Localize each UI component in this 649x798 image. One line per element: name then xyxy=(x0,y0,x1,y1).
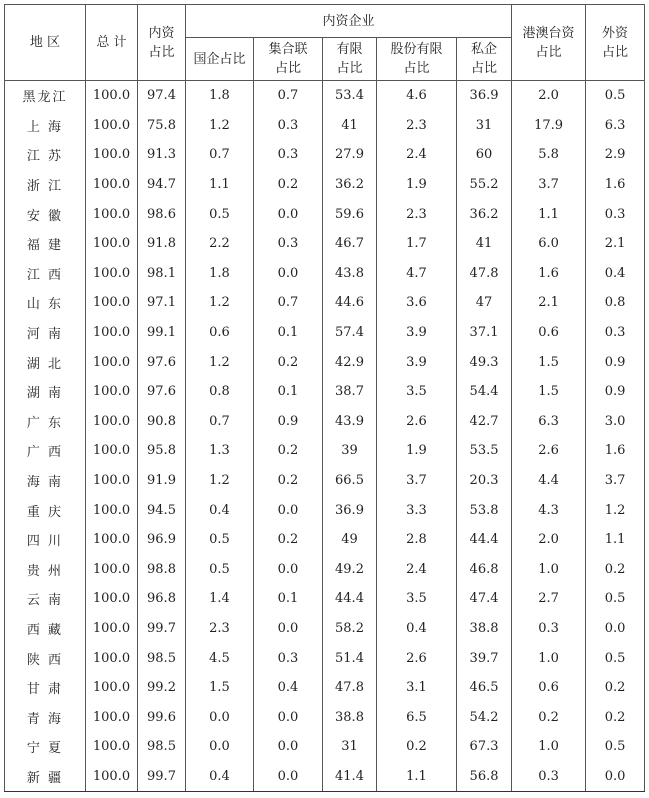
cell-region: 广 东 xyxy=(5,407,86,437)
cell-private-share: 31 xyxy=(457,111,512,141)
cell-limited-share: 44.6 xyxy=(323,288,377,318)
cell-total: 100.0 xyxy=(86,702,138,732)
cell-total: 100.0 xyxy=(86,318,138,348)
header-joint-stock-share: 股份有限 占比 xyxy=(377,38,457,81)
cell-limited-share: 46.7 xyxy=(323,229,377,259)
cell-domestic-share: 96.8 xyxy=(138,584,186,614)
cell-collective-share: 0.9 xyxy=(254,407,323,437)
cell-limited-share: 41 xyxy=(323,111,377,141)
cell-foreign-share: 0.5 xyxy=(586,643,645,673)
cell-limited-share: 47.8 xyxy=(323,673,377,703)
cell-limited-share: 53.4 xyxy=(323,81,377,111)
cell-private-share: 36.9 xyxy=(457,81,512,111)
cell-private-share: 39.7 xyxy=(457,643,512,673)
cell-private-share: 47.4 xyxy=(457,584,512,614)
cell-collective-share: 0.3 xyxy=(254,229,323,259)
cell-hmt-share: 1.0 xyxy=(512,643,586,673)
cell-total: 100.0 xyxy=(86,347,138,377)
cell-collective-share: 0.1 xyxy=(254,584,323,614)
cell-soe-share: 0.5 xyxy=(186,525,254,555)
cell-limited-share: 39 xyxy=(323,436,377,466)
cell-domestic-share: 94.7 xyxy=(138,170,186,200)
cell-joint-stock-share: 3.1 xyxy=(377,673,457,703)
cell-total: 100.0 xyxy=(86,259,138,289)
cell-total: 100.0 xyxy=(86,525,138,555)
cell-private-share: 47.8 xyxy=(457,259,512,289)
cell-hmt-share: 1.5 xyxy=(512,377,586,407)
cell-domestic-share: 97.1 xyxy=(138,288,186,318)
cell-region: 青 海 xyxy=(5,702,86,732)
cell-limited-share: 31 xyxy=(323,732,377,762)
cell-foreign-share: 0.3 xyxy=(586,199,645,229)
cell-domestic-share: 96.9 xyxy=(138,525,186,555)
table-row xyxy=(5,436,645,466)
cell-foreign-share: 6.3 xyxy=(586,111,645,141)
cell-private-share: 20.3 xyxy=(457,466,512,496)
cell-soe-share: 1.2 xyxy=(186,466,254,496)
table-row xyxy=(5,229,645,259)
cell-joint-stock-share: 1.9 xyxy=(377,436,457,466)
cell-limited-share: 49 xyxy=(323,525,377,555)
cell-region: 湖 南 xyxy=(5,377,86,407)
cell-foreign-share: 0.0 xyxy=(586,762,645,792)
cell-soe-share: 1.4 xyxy=(186,584,254,614)
cell-domestic-share: 99.6 xyxy=(138,702,186,732)
cell-limited-share: 38.8 xyxy=(323,702,377,732)
cell-collective-share: 0.1 xyxy=(254,377,323,407)
table-row xyxy=(5,495,645,525)
cell-total: 100.0 xyxy=(86,762,138,792)
cell-hmt-share: 6.0 xyxy=(512,229,586,259)
cell-private-share: 46.5 xyxy=(457,673,512,703)
header-hmt-share: 港澳台资 占比 xyxy=(512,5,586,81)
cell-domestic-share: 91.3 xyxy=(138,140,186,170)
table-row xyxy=(5,288,645,318)
cell-soe-share: 2.3 xyxy=(186,614,254,644)
cell-hmt-share: 4.3 xyxy=(512,495,586,525)
cell-collective-share: 0.7 xyxy=(254,288,323,318)
cell-collective-share: 0.2 xyxy=(254,347,323,377)
cell-collective-share: 0.2 xyxy=(254,436,323,466)
cell-domestic-share: 94.5 xyxy=(138,495,186,525)
cell-collective-share: 0.2 xyxy=(254,466,323,496)
cell-soe-share: 0.7 xyxy=(186,407,254,437)
table-row xyxy=(5,673,645,703)
header-total: 总 计 xyxy=(86,5,138,81)
cell-limited-share: 38.7 xyxy=(323,377,377,407)
cell-hmt-share: 4.4 xyxy=(512,466,586,496)
cell-hmt-share: 2.6 xyxy=(512,436,586,466)
cell-joint-stock-share: 3.6 xyxy=(377,288,457,318)
cell-region: 福 建 xyxy=(5,229,86,259)
table-header xyxy=(5,5,645,81)
cell-total: 100.0 xyxy=(86,555,138,585)
cell-joint-stock-share: 3.7 xyxy=(377,466,457,496)
cell-private-share: 47 xyxy=(457,288,512,318)
cell-limited-share: 42.9 xyxy=(323,347,377,377)
cell-hmt-share: 17.9 xyxy=(512,111,586,141)
cell-collective-share: 0.0 xyxy=(254,614,323,644)
cell-limited-share: 43.9 xyxy=(323,407,377,437)
cell-joint-stock-share: 2.4 xyxy=(377,140,457,170)
cell-region: 广 西 xyxy=(5,436,86,466)
cell-region: 湖 北 xyxy=(5,347,86,377)
cell-foreign-share: 0.5 xyxy=(586,732,645,762)
cell-region: 浙 江 xyxy=(5,170,86,200)
cell-limited-share: 49.2 xyxy=(323,555,377,585)
cell-total: 100.0 xyxy=(86,407,138,437)
cell-foreign-share: 1.2 xyxy=(586,495,645,525)
cell-private-share: 55.2 xyxy=(457,170,512,200)
cell-hmt-share: 0.3 xyxy=(512,762,586,792)
table-row xyxy=(5,762,645,792)
cell-joint-stock-share: 2.6 xyxy=(377,407,457,437)
cell-hmt-share: 2.0 xyxy=(512,525,586,555)
cell-collective-share: 0.2 xyxy=(254,170,323,200)
cell-foreign-share: 0.5 xyxy=(586,584,645,614)
cell-joint-stock-share: 4.6 xyxy=(377,81,457,111)
data-table xyxy=(4,4,645,792)
cell-domestic-share: 97.6 xyxy=(138,347,186,377)
cell-hmt-share: 1.5 xyxy=(512,347,586,377)
cell-hmt-share: 1.0 xyxy=(512,555,586,585)
cell-total: 100.0 xyxy=(86,584,138,614)
cell-soe-share: 0.7 xyxy=(186,140,254,170)
table-row xyxy=(5,111,645,141)
cell-domestic-share: 91.9 xyxy=(138,466,186,496)
cell-hmt-share: 0.6 xyxy=(512,318,586,348)
cell-domestic-share: 98.8 xyxy=(138,555,186,585)
cell-foreign-share: 0.4 xyxy=(586,259,645,289)
cell-joint-stock-share: 3.9 xyxy=(377,318,457,348)
cell-joint-stock-share: 3.9 xyxy=(377,347,457,377)
cell-region: 陕 西 xyxy=(5,643,86,673)
cell-foreign-share: 1.1 xyxy=(586,525,645,555)
cell-foreign-share: 0.2 xyxy=(586,673,645,703)
cell-soe-share: 0.0 xyxy=(186,732,254,762)
cell-region: 重 庆 xyxy=(5,495,86,525)
cell-total: 100.0 xyxy=(86,495,138,525)
header-limited-share: 有限 占比 xyxy=(323,38,377,81)
cell-collective-share: 0.0 xyxy=(254,762,323,792)
cell-region: 上 海 xyxy=(5,111,86,141)
cell-hmt-share: 0.2 xyxy=(512,702,586,732)
cell-foreign-share: 0.0 xyxy=(586,614,645,644)
cell-region: 江 西 xyxy=(5,259,86,289)
cell-domestic-share: 98.5 xyxy=(138,643,186,673)
table-row xyxy=(5,555,645,585)
header-domestic-share: 内资 占比 xyxy=(138,5,186,81)
cell-foreign-share: 1.6 xyxy=(586,170,645,200)
cell-region: 新 疆 xyxy=(5,762,86,792)
cell-joint-stock-share: 6.5 xyxy=(377,702,457,732)
cell-soe-share: 0.4 xyxy=(186,762,254,792)
cell-domestic-share: 97.4 xyxy=(138,81,186,111)
cell-hmt-share: 0.6 xyxy=(512,673,586,703)
cell-collective-share: 0.3 xyxy=(254,643,323,673)
cell-domestic-share: 95.8 xyxy=(138,436,186,466)
cell-joint-stock-share: 3.3 xyxy=(377,495,457,525)
cell-private-share: 44.4 xyxy=(457,525,512,555)
cell-private-share: 54.4 xyxy=(457,377,512,407)
cell-foreign-share: 2.9 xyxy=(586,140,645,170)
table-row xyxy=(5,170,645,200)
cell-collective-share: 0.3 xyxy=(254,140,323,170)
cell-domestic-share: 98.5 xyxy=(138,732,186,762)
cell-collective-share: 0.0 xyxy=(254,199,323,229)
cell-foreign-share: 0.9 xyxy=(586,377,645,407)
cell-foreign-share: 0.3 xyxy=(586,318,645,348)
header-foreign-share: 外资 占比 xyxy=(586,5,645,81)
cell-domestic-share: 98.1 xyxy=(138,259,186,289)
header-collective-share: 集合联 占比 xyxy=(254,38,323,81)
header-region: 地 区 xyxy=(5,5,86,81)
cell-region: 海 南 xyxy=(5,466,86,496)
cell-private-share: 36.2 xyxy=(457,199,512,229)
cell-private-share: 60 xyxy=(457,140,512,170)
cell-total: 100.0 xyxy=(86,199,138,229)
cell-limited-share: 58.2 xyxy=(323,614,377,644)
cell-collective-share: 0.4 xyxy=(254,673,323,703)
cell-region: 云 南 xyxy=(5,584,86,614)
cell-limited-share: 27.9 xyxy=(323,140,377,170)
cell-limited-share: 57.4 xyxy=(323,318,377,348)
cell-limited-share: 66.5 xyxy=(323,466,377,496)
cell-collective-share: 0.0 xyxy=(254,495,323,525)
cell-collective-share: 0.0 xyxy=(254,555,323,585)
cell-limited-share: 41.4 xyxy=(323,762,377,792)
cell-soe-share: 0.5 xyxy=(186,555,254,585)
header-private-share: 私企 占比 xyxy=(457,38,512,81)
cell-domestic-share: 99.2 xyxy=(138,673,186,703)
cell-joint-stock-share: 2.6 xyxy=(377,643,457,673)
cell-foreign-share: 0.2 xyxy=(586,702,645,732)
header-domestic-group: 内资企业 xyxy=(186,5,512,38)
cell-joint-stock-share: 1.1 xyxy=(377,762,457,792)
table-row xyxy=(5,259,645,289)
cell-soe-share: 0.4 xyxy=(186,495,254,525)
cell-region: 宁 夏 xyxy=(5,732,86,762)
cell-total: 100.0 xyxy=(86,643,138,673)
cell-hmt-share: 1.6 xyxy=(512,259,586,289)
cell-collective-share: 0.0 xyxy=(254,732,323,762)
cell-region: 西 藏 xyxy=(5,614,86,644)
table-row xyxy=(5,732,645,762)
cell-foreign-share: 2.1 xyxy=(586,229,645,259)
cell-collective-share: 0.1 xyxy=(254,318,323,348)
cell-joint-stock-share: 4.7 xyxy=(377,259,457,289)
table-row xyxy=(5,347,645,377)
cell-soe-share: 1.2 xyxy=(186,347,254,377)
cell-domestic-share: 97.6 xyxy=(138,377,186,407)
cell-joint-stock-share: 2.3 xyxy=(377,111,457,141)
cell-private-share: 42.7 xyxy=(457,407,512,437)
cell-joint-stock-share: 2.3 xyxy=(377,199,457,229)
cell-joint-stock-share: 2.8 xyxy=(377,525,457,555)
cell-private-share: 37.1 xyxy=(457,318,512,348)
cell-region: 四 川 xyxy=(5,525,86,555)
cell-private-share: 67.3 xyxy=(457,732,512,762)
table-row xyxy=(5,199,645,229)
cell-soe-share: 2.2 xyxy=(186,229,254,259)
table-row xyxy=(5,140,645,170)
cell-soe-share: 1.8 xyxy=(186,259,254,289)
cell-region: 黑龙江 xyxy=(5,81,86,111)
cell-hmt-share: 6.3 xyxy=(512,407,586,437)
cell-soe-share: 0.8 xyxy=(186,377,254,407)
cell-private-share: 54.2 xyxy=(457,702,512,732)
cell-region: 甘 肃 xyxy=(5,673,86,703)
cell-limited-share: 43.8 xyxy=(323,259,377,289)
cell-domestic-share: 90.8 xyxy=(138,407,186,437)
cell-joint-stock-share: 3.5 xyxy=(377,584,457,614)
cell-foreign-share: 0.5 xyxy=(586,81,645,111)
cell-domestic-share: 99.1 xyxy=(138,318,186,348)
table-row xyxy=(5,643,645,673)
cell-collective-share: 0.0 xyxy=(254,259,323,289)
cell-soe-share: 0.0 xyxy=(186,702,254,732)
cell-private-share: 46.8 xyxy=(457,555,512,585)
cell-collective-share: 0.0 xyxy=(254,702,323,732)
cell-soe-share: 1.2 xyxy=(186,288,254,318)
cell-region: 河 南 xyxy=(5,318,86,348)
cell-private-share: 56.8 xyxy=(457,762,512,792)
cell-soe-share: 4.5 xyxy=(186,643,254,673)
cell-total: 100.0 xyxy=(86,170,138,200)
cell-soe-share: 1.8 xyxy=(186,81,254,111)
cell-foreign-share: 0.8 xyxy=(586,288,645,318)
cell-region: 安 徽 xyxy=(5,199,86,229)
table-row xyxy=(5,81,645,111)
table-row xyxy=(5,318,645,348)
cell-total: 100.0 xyxy=(86,732,138,762)
cell-private-share: 53.5 xyxy=(457,436,512,466)
cell-total: 100.0 xyxy=(86,140,138,170)
cell-domestic-share: 99.7 xyxy=(138,614,186,644)
cell-soe-share: 1.5 xyxy=(186,673,254,703)
cell-limited-share: 36.9 xyxy=(323,495,377,525)
cell-hmt-share: 5.8 xyxy=(512,140,586,170)
cell-private-share: 38.8 xyxy=(457,614,512,644)
cell-collective-share: 0.3 xyxy=(254,111,323,141)
cell-private-share: 49.3 xyxy=(457,347,512,377)
cell-soe-share: 0.5 xyxy=(186,199,254,229)
table-row xyxy=(5,525,645,555)
cell-total: 100.0 xyxy=(86,377,138,407)
cell-total: 100.0 xyxy=(86,466,138,496)
table-row xyxy=(5,377,645,407)
cell-foreign-share: 3.0 xyxy=(586,407,645,437)
cell-joint-stock-share: 0.2 xyxy=(377,732,457,762)
cell-private-share: 41 xyxy=(457,229,512,259)
cell-limited-share: 59.6 xyxy=(323,199,377,229)
cell-hmt-share: 2.7 xyxy=(512,584,586,614)
table-body xyxy=(5,81,645,792)
cell-total: 100.0 xyxy=(86,614,138,644)
cell-soe-share: 1.2 xyxy=(186,111,254,141)
cell-total: 100.0 xyxy=(86,436,138,466)
cell-joint-stock-share: 3.5 xyxy=(377,377,457,407)
cell-soe-share: 1.3 xyxy=(186,436,254,466)
cell-hmt-share: 3.7 xyxy=(512,170,586,200)
table-row xyxy=(5,407,645,437)
cell-limited-share: 36.2 xyxy=(323,170,377,200)
cell-region: 贵 州 xyxy=(5,555,86,585)
cell-soe-share: 0.6 xyxy=(186,318,254,348)
cell-domestic-share: 75.8 xyxy=(138,111,186,141)
cell-joint-stock-share: 0.4 xyxy=(377,614,457,644)
cell-foreign-share: 3.7 xyxy=(586,466,645,496)
cell-hmt-share: 2.1 xyxy=(512,288,586,318)
cell-total: 100.0 xyxy=(86,229,138,259)
cell-hmt-share: 2.0 xyxy=(512,81,586,111)
cell-hmt-share: 1.0 xyxy=(512,732,586,762)
table-row xyxy=(5,584,645,614)
cell-region: 山 东 xyxy=(5,288,86,318)
cell-foreign-share: 1.6 xyxy=(586,436,645,466)
cell-joint-stock-share: 1.9 xyxy=(377,170,457,200)
cell-domestic-share: 91.8 xyxy=(138,229,186,259)
cell-joint-stock-share: 2.4 xyxy=(377,555,457,585)
table-row xyxy=(5,702,645,732)
header-soe-share: 国企占比 xyxy=(186,38,254,81)
cell-limited-share: 44.4 xyxy=(323,584,377,614)
cell-hmt-share: 0.3 xyxy=(512,614,586,644)
cell-region: 江 苏 xyxy=(5,140,86,170)
cell-foreign-share: 0.2 xyxy=(586,555,645,585)
cell-private-share: 53.8 xyxy=(457,495,512,525)
table-row xyxy=(5,614,645,644)
cell-hmt-share: 1.1 xyxy=(512,199,586,229)
cell-joint-stock-share: 1.7 xyxy=(377,229,457,259)
cell-total: 100.0 xyxy=(86,288,138,318)
cell-foreign-share: 0.9 xyxy=(586,347,645,377)
cell-domestic-share: 99.7 xyxy=(138,762,186,792)
cell-total: 100.0 xyxy=(86,81,138,111)
cell-total: 100.0 xyxy=(86,111,138,141)
cell-soe-share: 1.1 xyxy=(186,170,254,200)
table-row xyxy=(5,466,645,496)
cell-collective-share: 0.7 xyxy=(254,81,323,111)
cell-total: 100.0 xyxy=(86,673,138,703)
cell-collective-share: 0.2 xyxy=(254,525,323,555)
cell-limited-share: 51.4 xyxy=(323,643,377,673)
cell-domestic-share: 98.6 xyxy=(138,199,186,229)
